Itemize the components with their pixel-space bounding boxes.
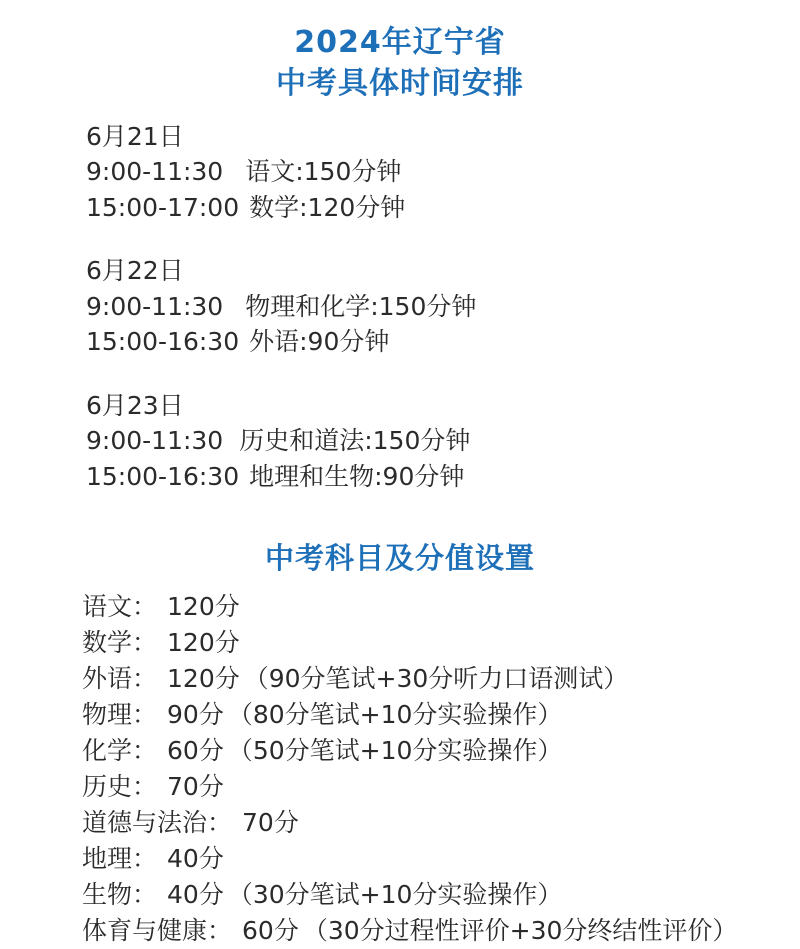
score-subject: 道德与法治： xyxy=(82,808,233,838)
schedule-day-group xyxy=(86,253,800,360)
schedule-slot-time: 15:00-16:30 xyxy=(86,461,240,491)
score-note: （30分笔试+10分实验操作） xyxy=(227,880,563,910)
score-row xyxy=(82,877,800,913)
score-subject: 物理： xyxy=(82,700,158,730)
score-subject: 历史： xyxy=(82,772,158,802)
score-row xyxy=(82,841,800,877)
schedule-slot-subject: 外语:90分钟 xyxy=(249,327,390,357)
score-row xyxy=(82,625,800,661)
page-title-line-2: 中考具体时间安排 xyxy=(276,66,524,102)
schedule-slot xyxy=(86,459,800,495)
schedule-slot xyxy=(86,324,800,360)
score-value: 40分 xyxy=(167,844,224,874)
schedule-slot-time: 9:00-11:30 xyxy=(86,426,224,456)
score-subject: 体育与健康： xyxy=(82,916,233,946)
score-row xyxy=(82,805,800,841)
score-subject: 外语： xyxy=(82,664,158,694)
score-value: 120分 xyxy=(167,592,240,622)
schedule-slot-time: 15:00-17:00 xyxy=(86,192,240,222)
score-row xyxy=(82,769,800,805)
score-note: （30分过程性评价+30分终结性评价） xyxy=(302,916,738,946)
schedule-day-date: 6月23日 xyxy=(86,390,184,420)
schedule-slot-subject: 语文:150分钟 xyxy=(245,157,402,187)
score-value: 120分 xyxy=(167,664,240,694)
score-subject: 化学： xyxy=(82,736,158,766)
scores-list xyxy=(0,589,800,949)
schedule-slot-subject: 物理和化学:150分钟 xyxy=(245,291,477,321)
exam-schedule-list xyxy=(0,119,800,495)
schedule-slot-subject: 地理和生物:90分钟 xyxy=(249,461,465,491)
page-title-line-1: 2024年辽宁省 xyxy=(294,25,506,60)
score-subject: 生物： xyxy=(82,880,158,910)
schedule-day-group xyxy=(86,388,800,495)
schedule-day-group xyxy=(86,119,800,226)
score-value: 70分 xyxy=(167,772,224,802)
score-note: （90分笔试+30分听力口语测试） xyxy=(243,664,629,694)
score-note: （80分笔试+10分实验操作） xyxy=(227,700,563,730)
score-note: （50分笔试+10分实验操作） xyxy=(227,736,563,766)
schedule-slot xyxy=(86,289,800,325)
schedule-day-date: 6月21日 xyxy=(86,121,184,151)
score-value: 90分 xyxy=(167,700,224,730)
schedule-slot-time: 9:00-11:30 xyxy=(86,157,224,187)
score-value: 60分 xyxy=(167,736,224,766)
score-row xyxy=(82,589,800,625)
schedule-slot xyxy=(86,190,800,226)
score-subject: 地理： xyxy=(82,844,158,874)
score-value: 40分 xyxy=(167,880,224,910)
score-subject: 语文： xyxy=(82,592,158,622)
schedule-day-date: 6月22日 xyxy=(86,256,184,286)
score-row xyxy=(82,913,800,949)
schedule-slot xyxy=(86,423,800,459)
score-row xyxy=(82,697,800,733)
schedule-slot xyxy=(86,154,800,190)
score-value: 70分 xyxy=(242,808,299,838)
page-title xyxy=(0,22,800,105)
score-value: 60分 xyxy=(242,916,299,946)
schedule-slot-subject: 历史和道法:150分钟 xyxy=(239,426,471,456)
score-row xyxy=(82,661,800,697)
schedule-slot-subject: 数学:120分钟 xyxy=(249,192,406,222)
score-subject: 数学： xyxy=(82,628,158,658)
schedule-slot-time: 15:00-16:30 xyxy=(86,327,240,357)
score-row xyxy=(82,733,800,769)
schedule-slot-time: 9:00-11:30 xyxy=(86,291,224,321)
scores-section-title: 中考科目及分值设置 xyxy=(264,541,535,576)
score-value: 120分 xyxy=(167,628,240,658)
